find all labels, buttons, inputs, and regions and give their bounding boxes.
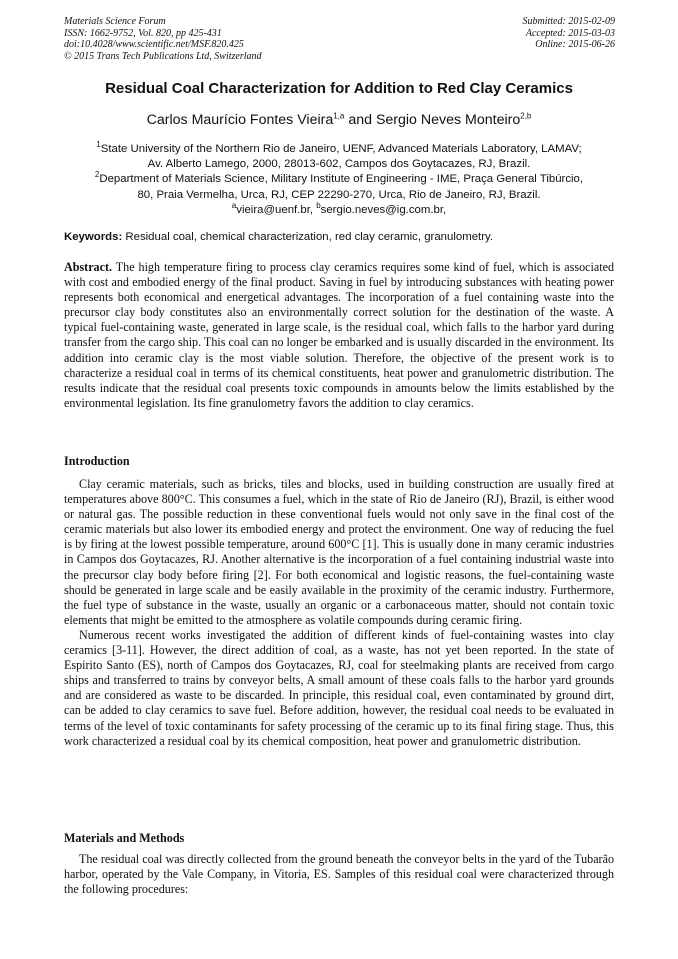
affiliation-2-address: 80, Praia Vermelha, Urca, RJ, CEP 22290-270, Urca, Rio de Janeiro, RJ, Brazil. [137,188,541,201]
materials-methods-paragraph-1: The residual coal was directly collected from the ground beneath the conveyor belts in the yard of the Tubarão harbor, operated by the Vale Company, in Vitoria, ES. Samples of this residual coal were characterized through the following procedures: [64,852,614,897]
email-b: sergio.neves@ig.com.br, [320,203,447,216]
author-1: Carlos Maurício Fontes Vieira [146,112,334,128]
journal-copyright: © 2015 Trans Tech Publications Ltd, Switzerland [64,50,262,62]
paper-title: Residual Coal Characterization for Addition to Red Clay Ceramics [105,80,573,97]
affiliation-2: $^2$Department of Materials Science, Military Institute of Engineering - IME, Praça General Tibúrcio, [94,170,584,186]
introduction-paragraph-1: Clay ceramic materials, such as bricks, tiles and blocks, used in building construction are usually fired at temperatures above 800°C. This consumes a fuel, which in the state of Rio de Janeiro (RJ), Brazil, is either wood or natural gas. The possible reduction in these conventional fuels would not only save in the final cost of the ceramic materials but also lower its embodied energy and protect the environment. One way of reducing the fuel is by firing at the lowest possible temperature, around 600°C [1]. This is usually done in many ceramic industries in Campos dos Goytacazes, RJ. Another alternative is the incorporation of a fuel containing industrial waste into the precursor clay body before firing [2]. For both economical and logistic reasons, the fuel-containing waste should be generated in large scale and be easily available in the proximity of the ceramic industry. Furthermore, the fuel type of substance in the waste, usually an organic or a carbonaceous matter, should not contain toxic elements that might be emitted to the atmosphere as volatile compounds during ceramic firing. [64,477,614,627]
submitted-date: Submitted: 2015-02-09 [522,16,615,27]
author-conjunction: and [344,112,376,128]
journal-name: Materials Science Forum [64,16,166,27]
author-1-affiliation: 1,a [333,111,345,121]
abstract [64,260,614,411]
affiliation-1-address: Av. Alberto Lamego, 2000, 28013-602, Campos dos Goytacazes, RJ, Brazil. [147,158,531,171]
journal-doi: doi:10.4028/www.scientific.net/MSF.820.425 [64,39,244,51]
affiliations [50,142,628,218]
affiliation-1: $^1$State University of the Northern Rio de Janeiro, UENF, Advanced Materials Laboratory, LAMAV; [96,140,582,155]
section-heading-introduction: Introduction [64,454,130,468]
keywords-label: Keywords: [64,231,123,243]
emails: $^a$vieira@uenf.br, $^b$sergio.neves@ig.com.br, [231,201,447,216]
introduction-paragraph-2: Numerous recent works investigated the addition of different kinds of fuel-containing wastes into clay ceramics [3-11]. However, the direct addition of coal, as a waste, has not yet been reported. In the state of Espirito Santo (ES), north of Campos dos Goytacazes, RJ, coal for steelmaking plants are received from cargo ships and transferred to trains by conveyor belts, A small amount of these coals falls to the harbor yard grounds and are considered as waste to be discarded. In principle, this residual coal, even contaminated by ground dirt, can be added to clay ceramics to save fuel. Before addition, however, the residual coal needs to be evaluated in terms of the level of toxic contaminants for safety processing of the ceramic up to its final firing stage. Thus, this work characterized a residual coal by its chemical composition, heat power and granulometric distribution. [64,627,614,748]
keywords-text: Residual coal, chemical characterization, red clay ceramic, granulometry. [122,231,494,243]
author-list [40,112,638,128]
introduction-body [64,477,614,749]
accepted-date: Accepted: 2015-03-03 [525,27,615,39]
online-date: Online: 2015-06-26 [535,39,615,51]
author-2: Sergio Neves Monteiro [375,112,521,128]
journal-info [64,16,262,62]
submission-dates [523,16,616,51]
email-a: vieira@uenf.br, [236,203,317,216]
materials-methods-body [64,852,614,897]
abstract-text: The high temperature firing to process clay ceramics requires some kind of fuel, which is associated with cost and embodied energy of the final product. Saving in fuel by introducing substances with heating power represents both economical and energetical advantages. The incorporation of a fuel containing waste into the precursor clay body constitutes also an environmentally correct solution for the destination of the waste. A typical fuel-containing waste, generated in large scale, is the residual coal, which falls to the harbor yard during transfer from the cargo ship. This coal can no longer be embarked and is usually discarded in the environment. Its addition into ceramic clay is the most viable solution. Therefore, the objective of the present work is to characterize a residual coal in terms of its chemical constituents, heat power and granulometric distribution. The results indicate that the residual coal presents toxic compounds in amounts below the limits established by the environmental legislation. Its fine granulometry favors the addition to clay ceramics. [64,260,614,410]
section-heading-materials-methods: Materials and Methods [64,831,185,845]
keywords [64,231,616,243]
abstract-label: Abstract. [64,260,113,274]
journal-issn: ISSN: 1662-9752, Vol. 820, pp 425-431 [64,27,222,39]
author-2-affiliation: 2,b [520,111,532,121]
